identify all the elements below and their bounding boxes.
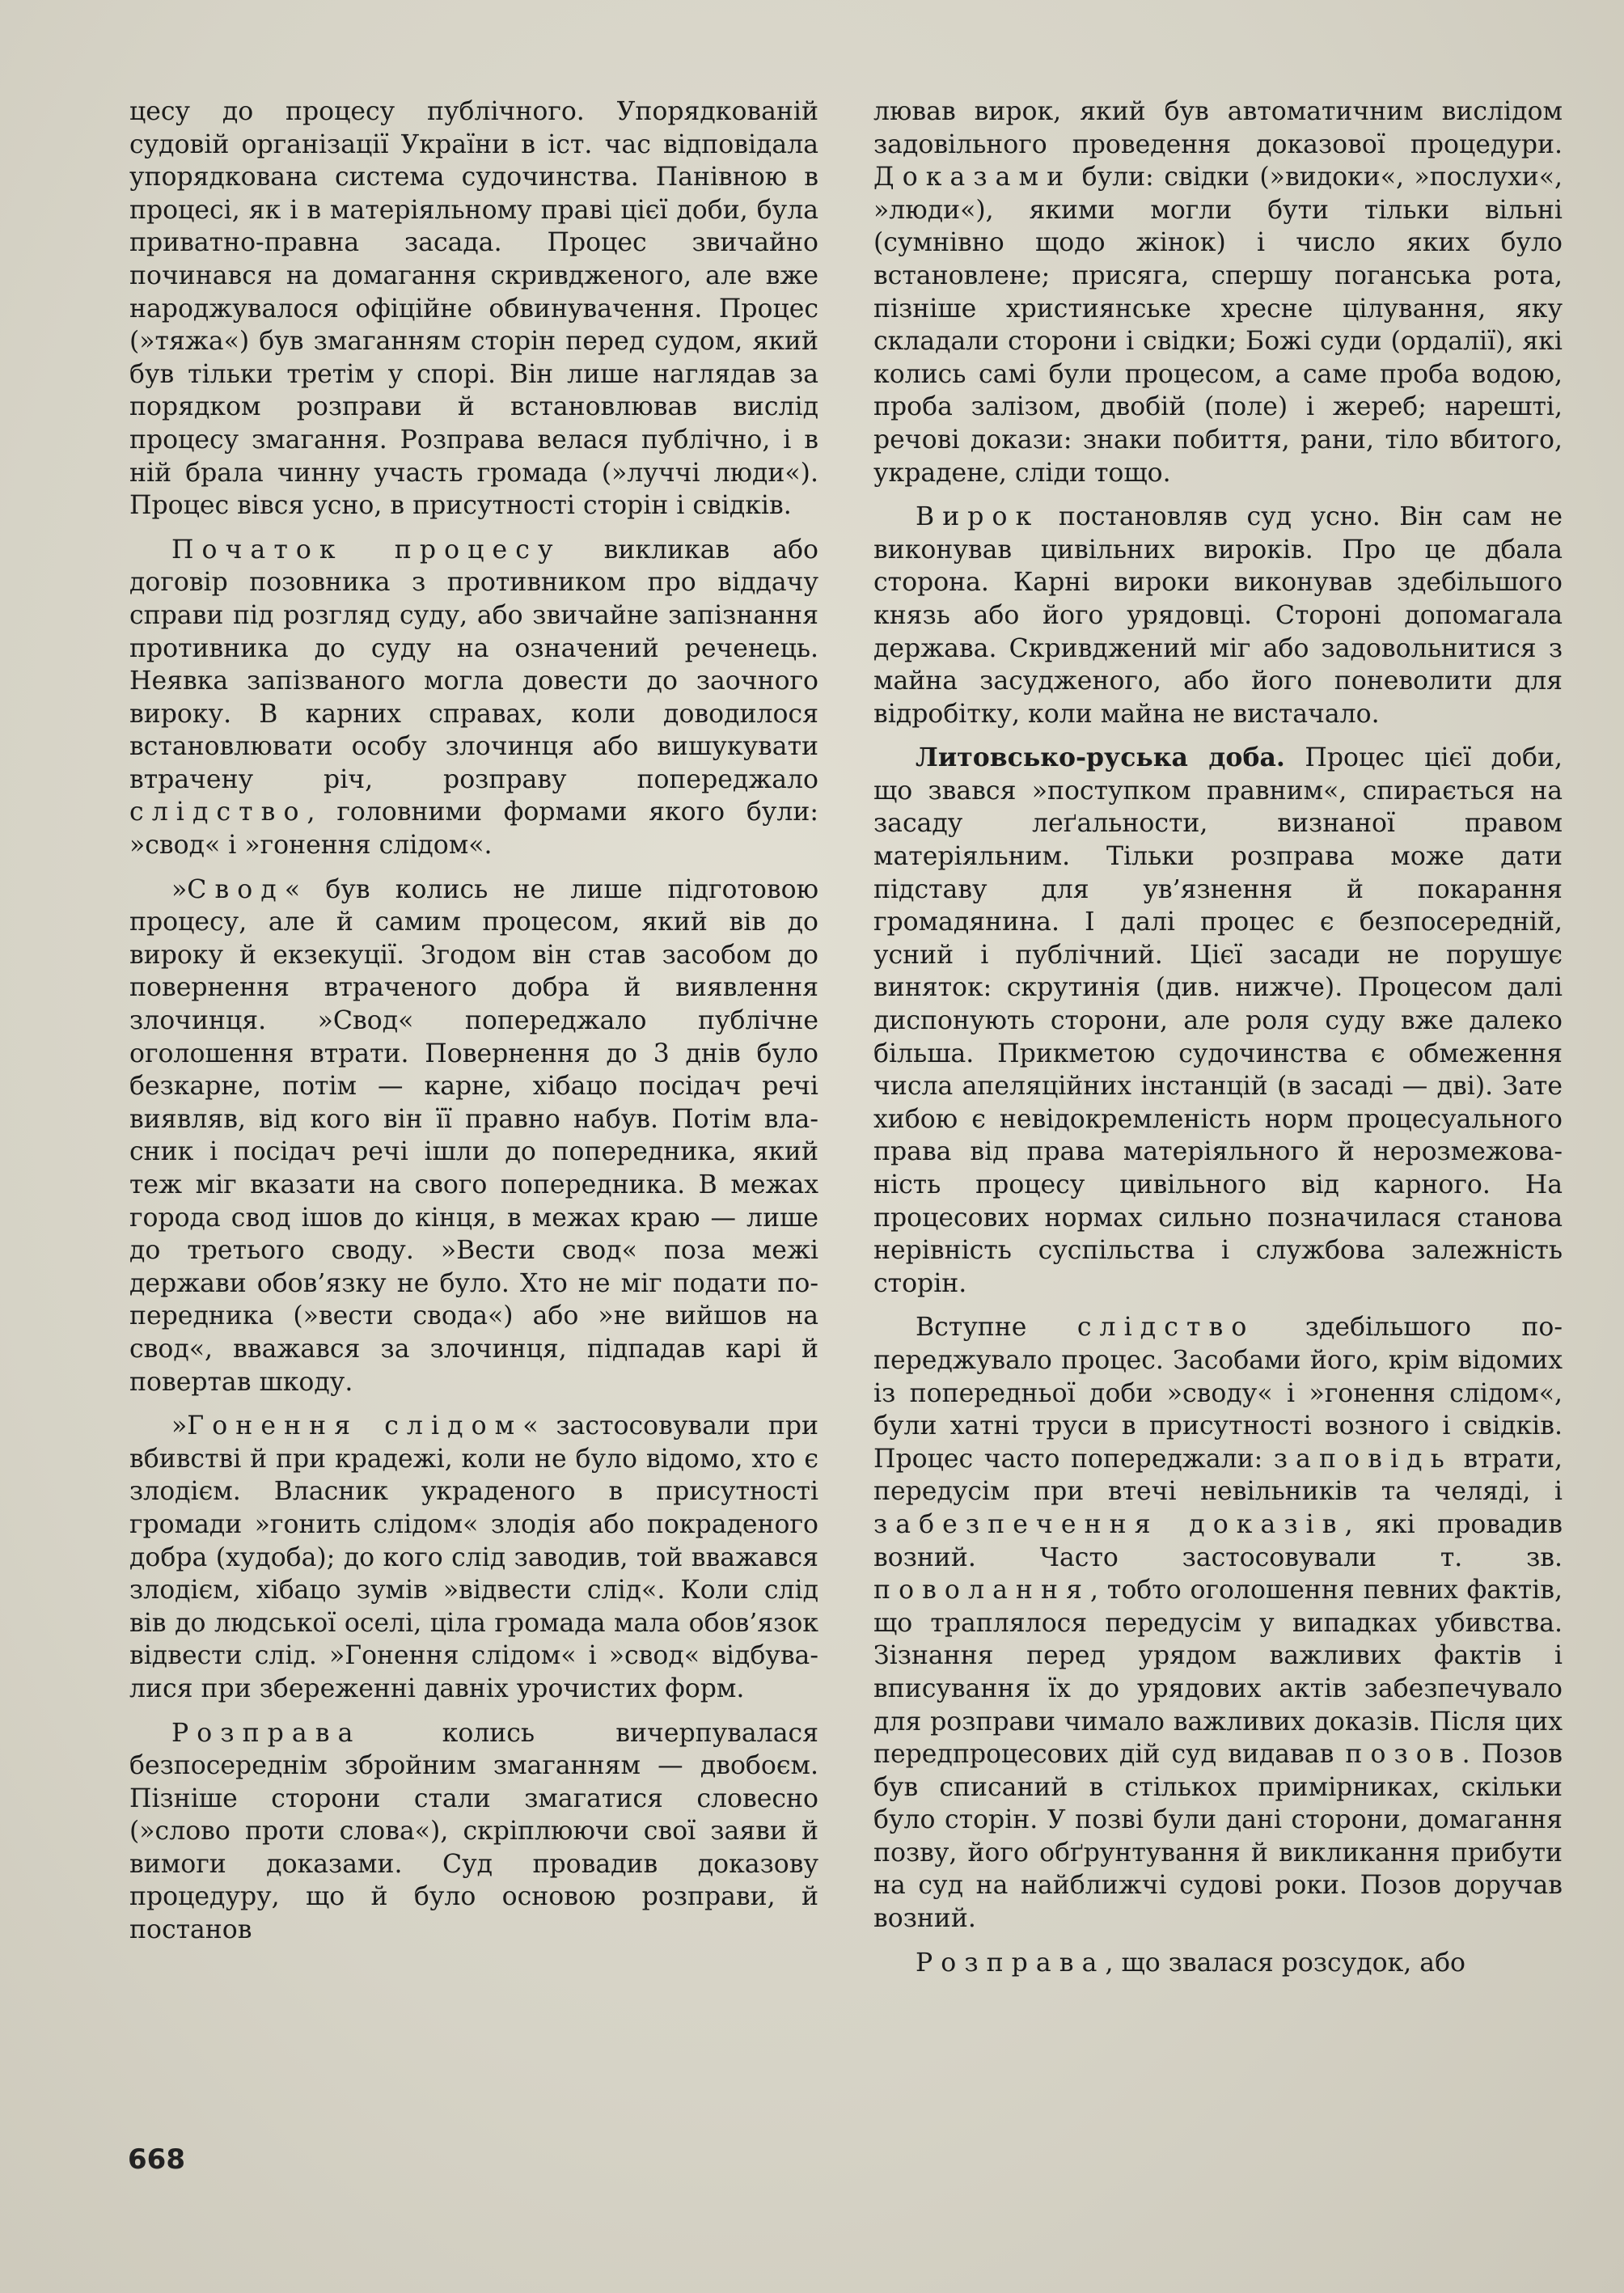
paragraph-text: , тобто оголошення певних фактів, що траплялося передусім у випадках убивства. Зізнання перед урядом важливих фактів і вписування їх до урядових актів забезпечувало для розправи чимало важливих доказів. Після цих передпроцесових дій суд видавав — [873, 1576, 1563, 1770]
paragraph-text: втрати, передусім при втечі невільників та челяді, і — [873, 1444, 1563, 1507]
spaced-term: Розправа — [916, 1948, 1106, 1978]
paragraph — [873, 1947, 1563, 1980]
spaced-term: Початок процесу — [171, 535, 561, 565]
paragraph-text: Процес цієї доби, що звався »поступком правним«, спирається на засаду леґальности, визнаної правом матеріяльним. Тільки розправа може дати підставу для ув’язнення й покарання громадянина. І далі процес є безпосередній, усний і публічний. Цієї засади не порушує виняток: скрутинія (див. нижче). Процесом далі диспонують сторони, але роля суду вже далеко більша. Прикметою судочинства є обмеження числа апеляційних інстанцій (в засаді — дві). Зате хибою є невідокремленість норм процесуального права від права матеріяльного й нерозмежованість процесу цивільного від карного. На процесових нормах сильно позначилася станова нерівність суспільства і службова залежність сторін. — [873, 743, 1563, 1298]
spaced-term: Гонення слідом — [187, 1411, 523, 1441]
paragraph — [129, 1410, 818, 1705]
spaced-term: забезпечення доказів — [873, 1509, 1345, 1539]
paragraph-text: , що звалася розсудок, або — [1105, 1948, 1466, 1978]
paragraph-text: цесу до процесу публічного. Упорядкованій судовій організації України в іст. час відповідала упорядкована система судочинства. Панівною в процесі, як і в матеріяльному праві цієї доби, була приватно-правна засада. Процес звичайно починався на домагання скривдженого, але вже народжувалося офіційне обвинувачення. Процес (»тяжа«) був змаганням сторін перед судом, який був тільки третім у спорі. Він лише наглядав за порядком розправи й встановлював вислід процесу змагання. Розправа велася публічно, і в ній брала чинну участь громада (»луччі люди«). Процес вівся усно, в присутності сторін і свідків. — [129, 97, 818, 521]
right-column — [873, 95, 1563, 1991]
page-number: 668 — [128, 2143, 185, 2176]
spaced-term: Вирок — [916, 502, 1040, 532]
left-column — [129, 95, 818, 1958]
paragraph-text: викликав або договір позовника з противником про віддачу справи під розгляд суду, або звичайне запізнання противника до суду на означений реченець. Неявка запізваного могла довести до заочного вироку. В карних справах, коли доводилося встановлювати особу злочинця або вишукувати втрачену річ, розправу попереджало — [129, 535, 819, 794]
paragraph-text: колись вичерпувалася безпосереднім збройним змаганням — двобоєм. Пізніше сторони стали змагатися словесно (»слово проти слова«), скріплюючи свої заяви й вимоги доказами. Суд провадив доказову процедуру, що й було основою розправи, й постанов — [129, 1718, 818, 1945]
spaced-term: Розправа — [171, 1718, 362, 1748]
spaced-term: слідство — [1076, 1313, 1255, 1343]
spaced-term: Доказами — [873, 163, 1072, 192]
spaced-term: слідство — [129, 797, 307, 827]
quote-mark: » — [171, 874, 188, 904]
paragraph — [129, 95, 818, 522]
paragraph-text: здебільшого попереджувало процес. Засобами його, крім відомих із попередньої доби »своду« і »гонення слідом«, були хатні труси в присутності возного і свідків. Процес часто попереджали: — [873, 1313, 1563, 1474]
paragraph-text: були: свідки (»видоки«, »послухи«, »люди«), якими могли бути тільки вільні (сумнівно щодо жінок) і число яких було встановлене; присяга, спершу поганська рота, пізніше християнське хресне цілування, яку складали сторони і свідки; Божі суди (ордалії), які колись самі були процесом, а саме проба водою, проба залізом, двобій (поле) і жереб; нарешті, речові докази: знаки побиття, рани, тіло вбитого, украдене, сліди тощо. — [873, 163, 1563, 488]
paragraph-text: , головними формами якого були: »свод« і »гонення слідом«. — [129, 797, 818, 861]
paragraph-text: Вступне — [916, 1313, 1077, 1343]
paragraph-text: , які провадив возний. Часто застосовували т. зв. — [873, 1509, 1563, 1572]
paragraph — [873, 742, 1563, 1300]
paragraph-text: « був колись не лише підготовою процесу, але й самим процесом, який вів до вироку й екзекуції. Згодом він став засобом до повернення втраченого добра й виявлення злочинця. »Свод« попереджало публічне оголошення втрати. Повернення до 3 днів було безкарне, потім — карне, хібацо посідач речі виявляв, від кого він її правно набув. Потім власник і посідач речі ішли до попередника, який теж міг вказати на свого попередника. В межах города свод ішов до кінця, в межах краю — лише до третього своду. »Вести свод« поза межі держави обов’язку не було. Хто не міг подати попередника (»вести свода«) або »не вийшов на свод«, вважався за злочинця, підпадав карі й повертав шкоду. — [129, 874, 818, 1397]
spaced-term: позов — [1345, 1740, 1462, 1770]
spaced-term: Свод — [187, 874, 285, 904]
paragraph — [129, 874, 818, 1399]
paragraph-text: . Позов був списаний в стількох примірниках, скільки було сторін. У позві були дані сторони, домагання позву, його обґрунтування й викликання прибути на суд на найближчі судові роки. Позов доручав возний. — [873, 1740, 1563, 1934]
quote-mark: » — [171, 1411, 188, 1441]
spaced-term: поволання — [873, 1576, 1091, 1606]
paragraph-text: постановляв суд усно. Він сам не виконував цивільних вироків. Про це дбала сторона. Карні вироки виконував здебільшого князь або його урядовці. Стороні допомагала держава. Скривджений міг або задовольнитися з майна засудженого, або його поневолити для відробітку, коли майна не вистачало. — [873, 502, 1563, 729]
paragraph — [873, 1311, 1563, 1935]
paragraph — [129, 1717, 818, 1947]
section-heading: Литовсько-руська доба. — [916, 742, 1285, 773]
paragraph — [873, 501, 1563, 730]
paragraph — [873, 95, 1563, 489]
paragraph-text: лював вирок, який був автоматичним вислідом задовільного проведення доказової процедури. — [873, 97, 1563, 159]
paragraph — [129, 534, 818, 862]
paragraph-text: « застосовували при вбивстві й при крадежі, коли не було відомо, хто є злодієм. Власник украденого в присутності громади »гонить слідом« злодія або покраденого добра (худоба); до кого слід заводив, той вважався злодієм, хібацо зумів »відвести слід«. Коли слід вів до людської оселі, ціла громада мала обов’язок відвести слід. »Гонення слідом« і »свод« відбувалися при збереженні давніх урочистих форм. — [129, 1411, 818, 1703]
spaced-term: заповідь — [1273, 1444, 1453, 1474]
